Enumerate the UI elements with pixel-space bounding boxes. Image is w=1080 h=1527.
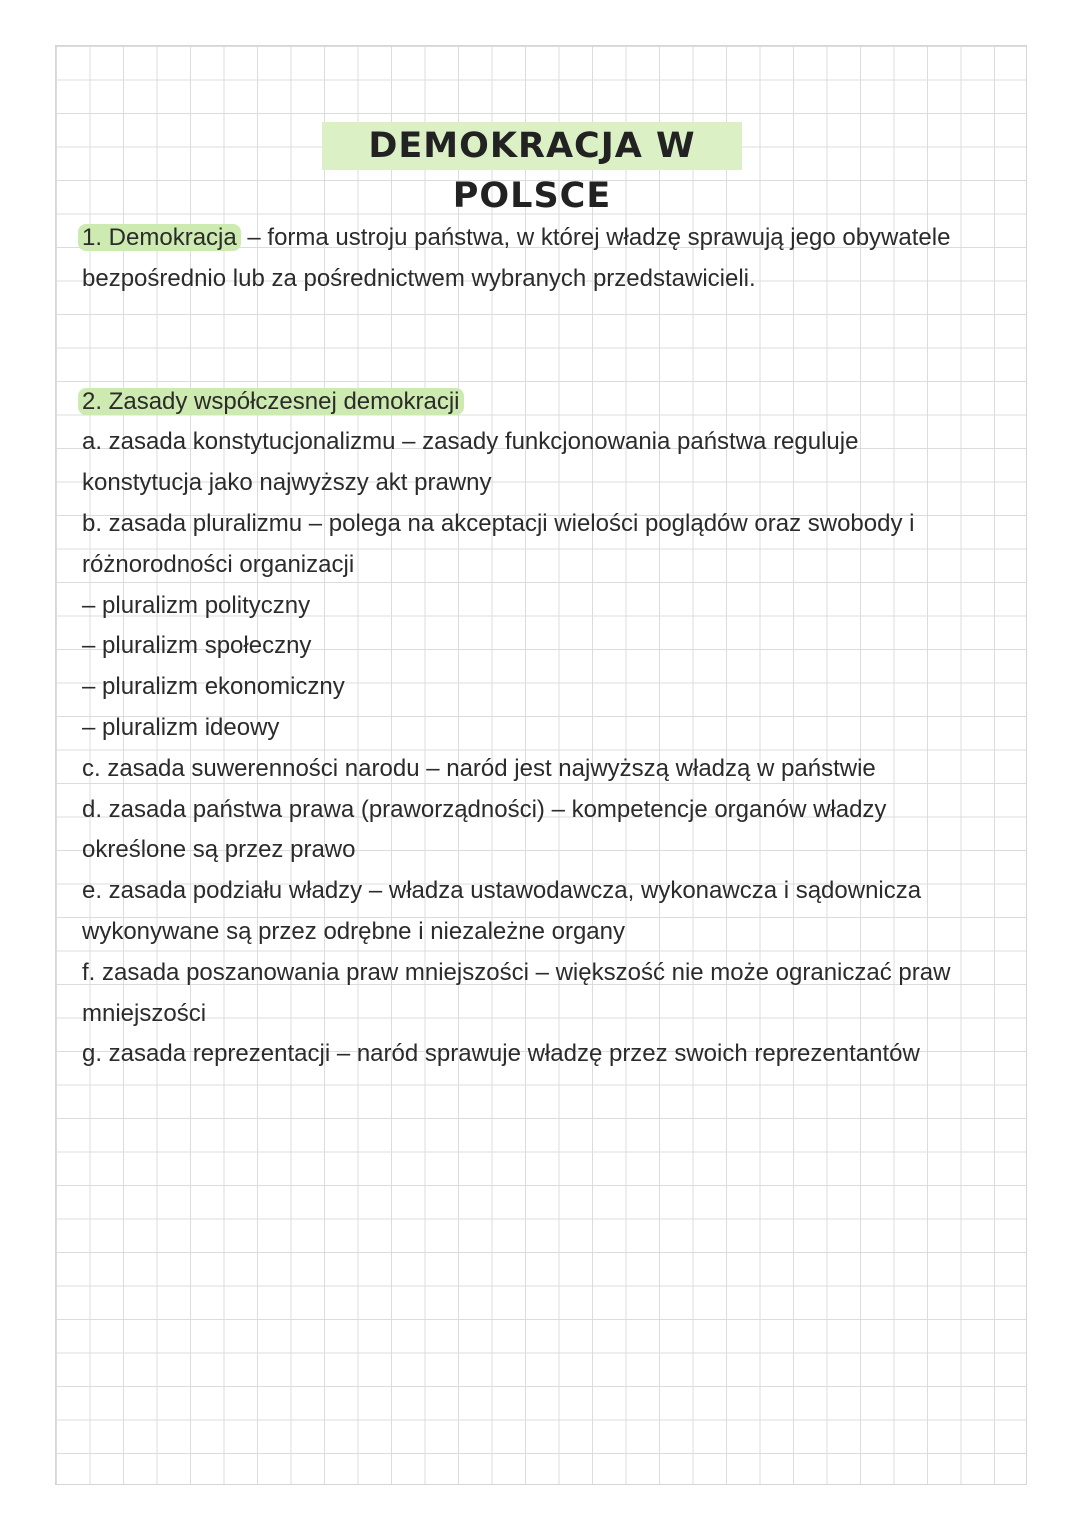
- principle-line: wykonywane są przez odrębne i niezależne organy: [82, 917, 625, 945]
- principle-line: d. zasada państwa prawa (praworządności) – kompetencje organów władzy: [82, 795, 887, 823]
- principle-line: określone są przez prawo: [82, 836, 356, 864]
- notes-body: [82, 218, 951, 1075]
- definition-term: 1. Demokracja: [78, 224, 241, 251]
- pluralism-list-item: – pluralizm ideowy: [82, 713, 280, 741]
- section-gap: [82, 300, 942, 382]
- section-heading-line: [82, 382, 942, 423]
- section-heading: 2. Zasady współczesnej demokracji: [78, 388, 464, 415]
- definition-line-2: bezpośrednio lub za pośrednictwem wybranych przedstawicieli.: [82, 264, 756, 292]
- principle-line: a. zasada konstytucjonalizmu – zasady funkcjonowania państwa reguluje: [82, 428, 859, 456]
- pluralism-list-item: – pluralizm polityczny: [82, 591, 311, 619]
- pluralism-list-item: – pluralizm ekonomiczny: [82, 673, 345, 701]
- page-title: DEMOKRACJA W POLSCE: [368, 126, 696, 216]
- pluralism-list-item: – pluralizm społeczny: [82, 632, 312, 660]
- principle-line: c. zasada suwerenności narodu – naród jest najwyższą władzą w państwie: [82, 754, 876, 782]
- principle-line: f. zasada poszanowania praw mniejszości – większość nie może ograniczać praw: [82, 958, 951, 986]
- principle-line: g. zasada reprezentacji – naród sprawuje władzę przez swoich reprezentantów: [82, 1040, 920, 1068]
- principle-line: różnorodności organizacji: [82, 550, 355, 578]
- principle-line: konstytucja jako najwyższy akt prawny: [82, 469, 492, 497]
- definition-line-1: [82, 218, 951, 259]
- principle-line: e. zasada podziału władzy – władza ustawodawcza, wykonawcza i sądownicza: [82, 877, 922, 905]
- principle-line: b. zasada pluralizmu – polega na akceptacji wielości poglądów oraz swobody i: [82, 509, 915, 537]
- definition-text: – forma ustroju państwa, w której władzę sprawują jego obywatele: [240, 224, 951, 251]
- principle-line: mniejszości: [82, 999, 207, 1027]
